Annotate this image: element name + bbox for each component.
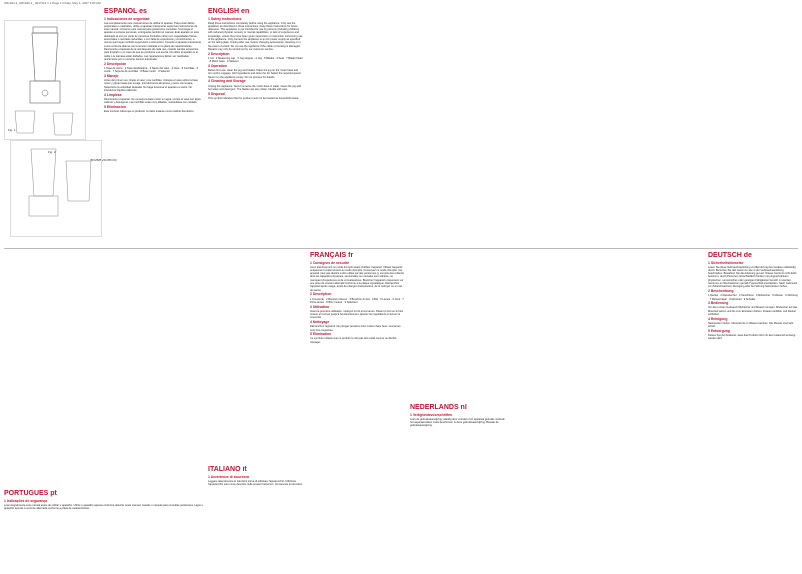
- column-francais: [310, 252, 405, 570]
- divider: [4, 248, 798, 249]
- lang-title-pt: PORTUGUÊS pt: [4, 490, 57, 497]
- lang-title-es: ESPAÑOL es: [104, 8, 147, 15]
- body-text: Dieses Symbol bedeutet, dass das Produkt nicht mit dem Hausmüll entsorgt werden darf.: [708, 334, 796, 341]
- column-portugues: [4, 490, 204, 570]
- section-title: 1 Avvertenze di sicurezza: [208, 474, 249, 479]
- desc-list: 1 Couvercle · 2 Bouchon doseur · 3 Bouchon du bol · 4 Bol · 5 Lames · 6 Joint · 7 Porte-lames · 8 Bloc moteur · 9 Sélecteur: [310, 297, 404, 304]
- section-title: 1 Sicherheitshinweise: [708, 260, 744, 265]
- section-title: 4 Reinigung: [708, 316, 728, 321]
- section-title: 3 Manejo: [104, 73, 119, 78]
- blender-parts-illustration: [11, 141, 101, 236]
- section-title: 5 Entsorgung: [708, 329, 730, 334]
- model-label: (BV2B/BV2C/BV3C): [90, 158, 118, 162]
- body-text: Este símbolo indica que el producto no debe tratarse como residuo doméstico.: [104, 109, 195, 113]
- body-text: Ce symbole indique que ce produit ne doit pas être traité comme un déchet ménager.: [310, 337, 397, 344]
- section-title: 2 Description: [208, 51, 230, 56]
- desc-list: 1 Tapa de cierre · 2 Tapa dosificadora · 3 Tapón del vaso · 4 Vaso · 5 Cuchillas · 6 Junta · 7 Soporte de cuchillas · 8 Base motor · 9 Selector: [104, 66, 199, 74]
- body-text: This symbol indicates that the product must not be treated as household waste.: [208, 96, 299, 100]
- section-title: 1 Safety Instructions: [208, 16, 242, 21]
- lang-title-it: ITALIANO it: [208, 466, 247, 473]
- lang-title-fr: FRANÇAIS fr: [310, 252, 354, 259]
- section-title: 1 Indicaciones de seguridad: [104, 16, 150, 21]
- blender-illustration: [5, 21, 85, 139]
- section-title: 5 Élimination: [310, 332, 332, 337]
- section-title: 3 Utilisation: [310, 304, 330, 309]
- column-nederlands: [410, 404, 508, 570]
- fig1-label: Fig. 1: [8, 128, 16, 132]
- body-text: Lisez attentivement ce mode d'emploi avant d'utiliser l'appareil. Utilisez l'appareil uniquement conformément au mode d'emploi. Conservez ce mode d'emploi. Cet appareil n'est pas destiné à être utilisé par des personnes (y compris des enfants) dont les capacités physiques, sensorielles ou mentales sont réduites, ou manquant d'expérience et de connaissances. Branchez l'appareil uniquement sur une prise de courant alternatif conforme à la plaque signalétique. Débranchez l'appareil après usage, avant de changer d'accessoires, de le nettoyer ou en cas de panne.: [310, 265, 404, 292]
- section-title: 2 Beschreibung: [708, 289, 734, 294]
- section-title: 2 Description: [310, 292, 332, 297]
- figure-area: [4, 20, 86, 140]
- figure-area-2: [10, 140, 102, 237]
- section-title: 1 Veiligheidsvoorschriften: [410, 412, 453, 417]
- section-title: 4 Nettoyage: [310, 320, 330, 325]
- lang-title-nl: NEDERLANDS nl: [410, 404, 467, 411]
- desc-list: 1 Deckel · 2 Messbecher · 3 Verschluss · 4 Mixbecher · 5 Messer · 6 Dichtung · 7 Messerträger · 8 Motorteil · 9 Schalter: [708, 294, 798, 301]
- body-text: Read these instructions completely before using the appliance. Only use the appliance as described in these instructions. Keep these instructions for future reference. This appliance is not intended for use by persons (including children) with reduced physical, sensory or mental capabilities, or lack of experience and knowledge, unless they have been given supervision or instruction concerning use of the appliance. Only connect the appliance to an AC power supply as specified on the rating plate. Unplug after use, before changing accessories, cleaning or in the event of a fault. Do not use the appliance if the cable or housing is damaged. Repairs may only be carried out by our customer service.: [208, 21, 303, 51]
- column-espanol: [104, 8, 202, 244]
- body-text: Lea completamente este manual antes de utilizar el aparato. Para evitar daños personales o materiales, utilice el aparato únicamente según las instrucciones de este manual. Conserve este manual para posteriores consultas. Si entrega el aparato a terceras personas, entrégueles también el manual. Este aparato no está destinado al uso por parte de personas (incluidos niños) con capacidades físicas, sensoriales o mentales reducidas, o con falta de experiencia y conocimiento, a menos que hayan recibido supervisión o instrucción. Conecte el aparato únicamente a una corriente alterna con la tensión indicada en la placa de características. Desconecte el aparato de la red después de cada uso, cuando cambie accesorios, para limpiarlo o en caso de que se produzca una avería. No utilice el aparato si el cable o la carcasa están dañados. Las reparaciones deben ser realizadas únicamente por un servicio técnico autorizado.: [104, 21, 202, 61]
- column-italiano: [208, 466, 306, 570]
- section-title: 5 Eliminación: [104, 104, 126, 109]
- body-text: Avant la première utilisation, nettoyez le bol et les lames. Placez le bol sur le bloc moteur et tournez jusqu'à l'enclenchement. Ajoutez les ingrédients et fermez le couvercle.: [310, 309, 404, 320]
- column-deutsch: [708, 252, 798, 570]
- body-text: Leia integralmente este manual antes de utilizar o aparelho. Utilize o aparelho apenas conforme descrito neste manual. Guarde o manual para consultas posteriores. Ligue o aparelho apenas a corrente alternada conforme a placa de características.: [4, 503, 203, 510]
- section-title: 2 Descripción: [104, 61, 127, 66]
- body-text: Netzstecker ziehen. Motorteil nie in Wasser tauchen. Die Messer sind sehr scharf.: [708, 321, 794, 329]
- body-text: Lesen Sie diese Gebrauchsanleitung vor Benutzung des Gerätes vollständig durch. Benutzen Sie das Gerät nur wie in der Gebrauchsanleitung beschrieben. Bewahren Sie die Anleitung gut auf. Dieses Gerät ist nicht dafür bestimmt, durch Personen (einschließlich Kinder) mit eingeschränkten physischen, sensorischen oder geistigen Fähigkeiten benutzt zu werden. Gerät nur an Wechselstrom gemäß Typenschild anschließen. Nach Gebrauch, vor Zubehörwechsel, Reinigung oder bei Störung Netzstecker ziehen.: [708, 265, 798, 289]
- body-text: Antes del primer uso, limpie el vaso y las cuchillas. Coloque el vaso sobre la base motor y gírelo hasta que encaje. Introduzca los alimentos y cierre con la tapa. Seleccione la velocidad deseada. No haga funcionar el aparato en vacío. No introduzca líquidos calientes.: [104, 78, 198, 92]
- section-title: 5 Disposal: [208, 91, 225, 96]
- section-title: 4 Limpieza: [104, 92, 122, 97]
- body-text: Lees de gebruiksaanwijzing volledig door voordat u het apparaat gebruikt. Gebruik het apparaat alleen zoals beschreven in deze gebruiksaanwijzing. Bewaar de gebruiksaanwijzing.: [410, 417, 505, 428]
- section-title: 1 Consignes de sécurité: [310, 260, 350, 265]
- lang-title-en: ENGLISH en: [208, 8, 250, 15]
- fig2-label: Fig. 2: [48, 150, 56, 154]
- section-title: 3 Operation: [208, 63, 227, 68]
- file-header: AR1024 2_AR1026 2_ 0017112 1 1 Page 1 Friday, May 4, 2007 3:00 AM: [4, 1, 101, 5]
- body-text: Leggere attentamente le istruzioni prima di utilizzare l'apparecchio. Utilizzare l'apparecchio solo come descritto nelle presenti istruzioni. Conservare le istruzioni.: [208, 479, 303, 486]
- body-text: Before first use, clean the jug and blades. Place the jug on the motor base and turn until it engages. Add ingredients and close the lid. Select the required speed. Never run the appliance empty. Do not process hot liquids.: [208, 69, 302, 79]
- desc-list: 1 Lid · 2 Measuring cap · 3 Jug stopper · 4 Jug · 5 Blades · 6 Seal · 7 Blade holder · 8 Motor base · 9 Selector: [208, 56, 303, 64]
- body-text: Vor dem ersten Gebrauch Mixbecher und Messer reinigen. Mixbecher auf das Motorteil setzen und bis zum Einrasten drehen. Zutaten einfüllen und Deckel schließen.: [708, 306, 798, 317]
- column-english: [208, 8, 303, 244]
- body-text: Unplug the appliance. Never immerse the motor base in water. Clean the jug with hot water and detergent. The blades are very sharp, handle with care.: [208, 84, 302, 91]
- section-title: 3 Bedienung: [708, 301, 729, 306]
- section-title: 4 Cleaning and Storage: [208, 79, 246, 84]
- lang-title-de: DEUTSCH de: [708, 252, 752, 259]
- section-title: 1 Indicações de segurança: [4, 498, 48, 503]
- body-text: Débranchez l'appareil. Ne plongez jamais le bloc moteur dans l'eau. Les lames sont très coupantes.: [310, 325, 401, 332]
- body-text: Desconecte el aparato. No sumerja la base motor en agua. Limpie el vaso con agua caliente y detergente. Las cuchillas están muy afiladas, manipúlelas con cuidado.: [104, 97, 201, 105]
